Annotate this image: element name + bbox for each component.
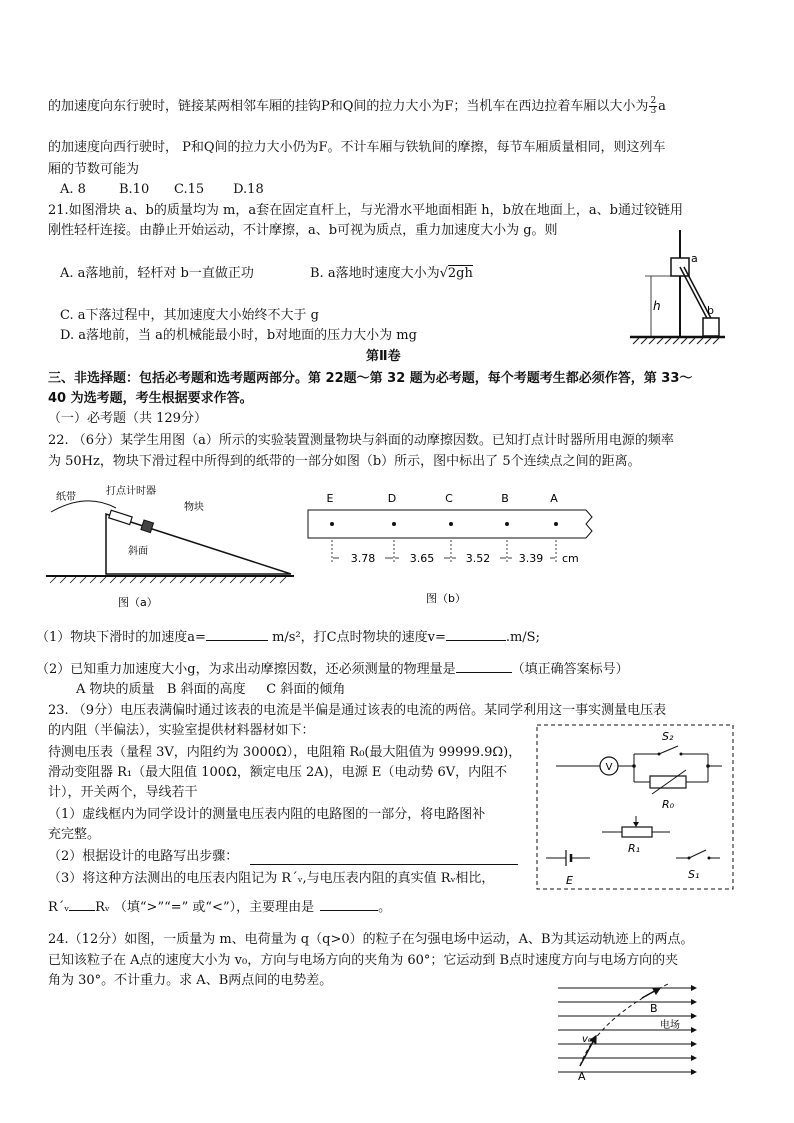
switch-s1-blade [689,850,706,858]
q22-sub2: （2）已知重力加速度大小g，为求出动摩擦因数，还必须测量的物理量是 （填正确答案标号） [36,662,629,677]
q21-option-c: C. a下落过程中，其加速度大小始终不大于 g [60,308,319,323]
q21-option-d: D. a落地前，当 a的机械能最小时，b对地面的压力大小为 mg [60,328,417,343]
q21-line2: 刚性轻杆连接。由静止开始运动，不计摩擦，a、b可视为质点，重力加速度大小为 g。则 [48,223,558,238]
dot-E [330,522,334,526]
caption-a: 图（a） [118,596,158,609]
slider-b [703,318,719,336]
switch-s2-blade [659,746,678,754]
velocity-answer-blank[interactable] [446,628,506,641]
q22-figure-a [46,484,296,614]
q23-line3: 待测电压表（量程 3V，内阻约为 3000Ω），电阻箱 R₀(最大阻值为 99999.9Ω)， [48,745,522,760]
sqrt-symbol: √ [439,266,448,281]
two-thirds-fraction: $\frac{2}{3}$ [650,96,657,116]
q21-figure [625,228,735,346]
dot-C [449,522,453,526]
label-s1: S₁ [688,868,700,881]
q23-line5: 计），开关两个，导线若干 [48,785,198,800]
distance-DC: 3.65 [409,552,435,565]
q23-circuit [536,724,736,892]
q22-line1: 22. （6分）某学生用图（a）所示的实验装置测量物块与斜面的动摩擦因数。已知打点计时器所用电源的频率 [48,433,674,448]
trajectory [580,984,668,1066]
distance-ED: 3.78 [350,552,376,565]
label-s2: S₂ [662,730,674,743]
q22-sub1: （1）物块下滑时的加速度a= m/s²，打C点时物块的速度v= .m/S; [36,630,540,645]
q20-line2: 的加速度向西行驶时， P和Q间的拉力大小仍为F。不计车厢与铁轨间的摩擦，每节车厢质量相同，则这列车 [48,140,666,155]
label-B: B [650,1002,658,1015]
label-tape: 纸带 [56,492,76,503]
dot-D [392,522,396,526]
point-label-D: D [387,492,397,505]
q23-line1: 23. （9分）电压表满偏时通过该表的电流是半偏是通过该表的电流的两倍。某同学利用这一事实测量电压表 [48,703,667,718]
label-A: A [578,1070,586,1083]
q23-line4: 滑动变阻器 R₁（最大阻值 100Ω，额定电压 2A)，电源 E（电动势 6V，内阻不 [48,765,508,780]
reason-answer-blank[interactable] [320,898,378,911]
point-label-C: C [445,492,453,505]
q22-line2: 为 50Hz，物块下滑过程中所得到的纸带的一部分如图（b）所示，图中标出了 5个连续点之间的距离。 [48,454,641,469]
rheostat-r1 [622,827,652,837]
ground-hatch [633,338,719,344]
distance-unit: cm [562,552,579,565]
floor-hatch [50,577,286,583]
q21-option-b: B. a落地时速度大小为√2gh [310,266,473,281]
ticker-timer [109,510,132,524]
point-label-A: A [550,492,558,505]
distance-BA: 3.39 [518,552,544,565]
q23-line7: 充完整。 [48,827,101,842]
q23-line6: （1）虚线框内为同学设计的测量电压表内阻的电路图的一部分，将电路图补 [48,807,486,822]
steps-answer-line[interactable] [250,864,518,865]
dot-A [554,522,558,526]
q24-line3: 角为 30°。不计重力。求 A、B两点间的电势差。 [48,973,333,988]
q20-line3: 厢的节数可能为 [48,162,140,177]
q21-option-a: A. a落地前，轻杆对 b一直做正功 [60,266,254,281]
label-block: 物块 [184,502,204,513]
q23-line2: 的内阻（半偏法），实验室提供材料器材如下： [48,723,315,738]
label-e: E [566,874,573,887]
quantity-answer-blank[interactable] [456,660,512,673]
r1-slider-arrow [633,822,639,827]
label-v0: v₀ [582,1034,592,1045]
block [141,520,154,533]
label-b: b [707,304,714,317]
part2-heading-line2: 40 为选考题，考生根据要求作答。 [48,391,253,406]
q24-line2: 已知该粒子在 A点的速度大小为 v₀，方向与电场方向的夹角为 60°；它运动到 B点时速度方向与电场方向的夹 [48,953,679,968]
label-timer: 打点计时器 [106,486,156,497]
caption-b: 图（b） [426,592,466,605]
q24-line1: 24.（12分）如图，一质量为 m、电荷量为 q（q>0）的粒子在匀强电场中运动，A、B为其运动轨迹上的两点。 [48,932,694,947]
point-label-B: B [501,492,509,505]
label-field: 电场 [660,1020,680,1031]
q20-options: A. 8 B.10 C.15 D.18 [60,182,264,197]
part2-heading-line1: 三、非选择题：包括必考题和选考题两部分。第 22题～第 32 题为必考题，每个考题考生都必须作答，第 33～ [48,371,693,386]
q24-field-figure [556,980,706,1083]
label-slope: 斜面 [128,546,148,557]
q22-sub2-options: A 物块的质量 B 斜面的高度 C 斜面的倾角 [76,682,346,697]
light-rod-1 [680,267,710,324]
sqrt-radicand: 2gh [447,266,473,281]
label-h: h [653,299,661,313]
q20-line1: 的加速度向东行驶时，链接某两相邻车厢的挂钩P和Q间的拉力大小为F；当机车在西边拉着车厢以大小为 $\frac{2}{3}$ a [48,96,666,116]
distance-labels [351,552,544,565]
point-label-E: E [326,492,334,505]
q23-line9: （3）将这种方法测出的电压表内阻记为 R΄ᵥ,与电压表内阻的真实值 Rᵥ相比， [48,871,495,886]
q21-line1: 21.如图滑块 a、b的质量均为 m，a套在固定直杆上，与光滑水平地面相距 h，b放在地面上，a、b通过铰链用 [48,203,683,218]
label-a: a [691,252,698,265]
point-labels [327,492,559,505]
part2-title: 第Ⅱ卷 [366,349,401,364]
resistance-box-r0 [650,776,686,788]
label-r1: R₁ [628,842,641,855]
acceleration-answer-blank[interactable] [206,628,268,641]
q20-line1-text: 的加速度向东行驶时，链接某两相邻车厢的挂钩P和Q间的拉力大小为F；当机车在西边拉着车厢以大小为 [48,99,649,114]
dot-B [505,522,509,526]
comparison-answer-blank[interactable] [69,898,95,911]
distance-CB: 3.52 [465,552,491,565]
incline [106,514,291,574]
velocity-arrow-b [642,988,660,998]
label-r0: R₀ [662,798,675,811]
part2-subheading: （一）必考题（共 129分） [48,411,207,426]
q22-figure-b [306,490,606,612]
label-voltmeter: V [605,762,613,773]
q23-line8: （2）根据设计的电路写出步骤： [48,849,239,864]
q23-line10: R΄ᵥ Rᵥ （填“>”“=” 或“<”），主要理由是 。 [48,900,392,915]
